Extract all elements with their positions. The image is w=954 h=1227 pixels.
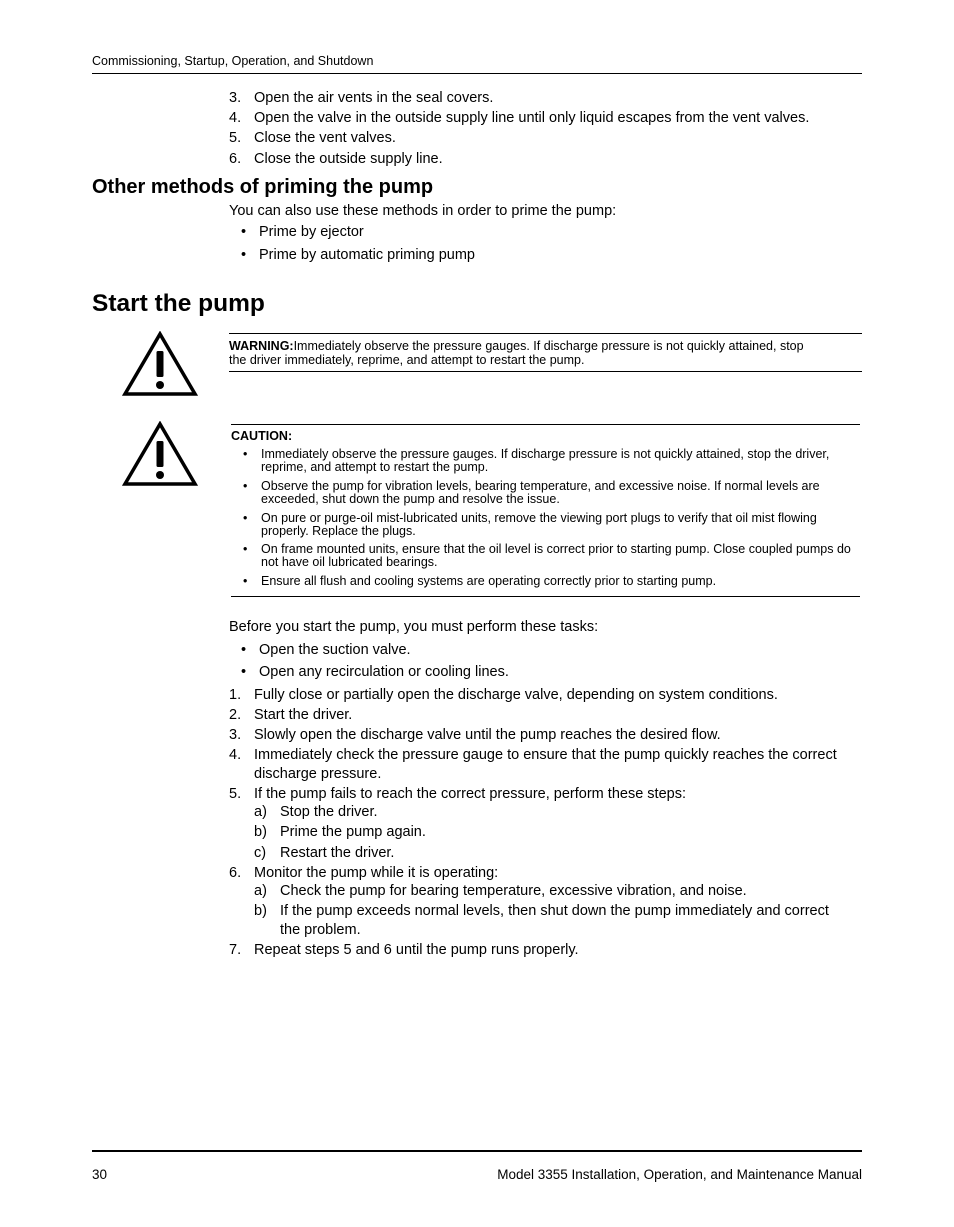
step-number: 1. <box>229 687 242 703</box>
step-text: Repeat steps 5 and 6 until the pump runs properly. <box>254 942 579 958</box>
other-methods-intro: You can also use these methods in order to prime the pump: <box>229 203 617 219</box>
warning-triangle-icon <box>122 331 198 397</box>
warning-label: WARNING: <box>229 339 294 353</box>
bullet: • <box>241 224 247 240</box>
step-number: 5. <box>229 130 242 146</box>
step-text: Fully close or partially open the discharge valve, depending on system conditions. <box>254 687 778 703</box>
step-text: discharge pressure. <box>254 766 382 782</box>
sub-step-letter: b) <box>254 903 267 919</box>
bullet: • <box>243 479 248 493</box>
bullet: • <box>243 542 248 556</box>
step-text: Monitor the pump while it is operating: <box>254 865 499 881</box>
caution-item: Observe the pump for vibration levels, bearing temperature, and excessive noise. If normal levels are exceeded, shut down the pump and resolve the issue. <box>261 479 820 506</box>
section-heading-start-pump: Start the pump <box>92 290 265 317</box>
sub-step-text: Check the pump for bearing temperature, excessive vibration, and noise. <box>280 883 747 899</box>
step-text: Open the valve in the outside supply line until only liquid escapes from the vent valves. <box>254 110 810 126</box>
bullet-text: Open the suction valve. <box>259 642 411 658</box>
step-text: Start the driver. <box>254 707 353 723</box>
warning-top-rule <box>229 333 862 334</box>
sub-step-letter: a) <box>254 883 267 899</box>
bullet: • <box>243 511 248 525</box>
footer-rule <box>92 1150 862 1152</box>
step-number: 6. <box>229 151 242 167</box>
page-number: 30 <box>92 1167 108 1182</box>
warning-bottom-rule <box>229 371 862 372</box>
sub-step-text: If the pump exceeds normal levels, then shut down the pump immediately and correct <box>280 903 829 919</box>
step-text: Immediately check the pressure gauge to ensure that the pump quickly reaches the correct <box>254 747 837 763</box>
bullet-text: Open any recirculation or cooling lines. <box>259 664 509 680</box>
step-number: 4. <box>229 110 242 126</box>
step-text: Close the vent valves. <box>254 130 396 146</box>
bullet: • <box>241 642 247 658</box>
sub-step-letter: b) <box>254 824 267 840</box>
sub-step-text: the problem. <box>280 922 361 938</box>
bullet: • <box>243 447 248 461</box>
caution-label: CAUTION: <box>231 429 293 443</box>
section-heading-other-methods: Other methods of priming the pump <box>92 176 434 198</box>
step-number: 2. <box>229 707 242 723</box>
caution-triangle-icon <box>122 421 198 487</box>
bullet: • <box>241 664 247 680</box>
caution-item: Ensure all flush and cooling systems are operating correctly prior to starting pump. <box>261 574 717 588</box>
sub-step-letter: a) <box>254 804 267 820</box>
caution-top-rule <box>231 424 860 425</box>
step-number: 3. <box>229 90 242 106</box>
caution-item: On frame mounted units, ensure that the oil level is correct prior to starting pump. Close coupled pumps do not have oil lubricated bearings. <box>261 542 851 569</box>
start-intro: Before you start the pump, you must perform these tasks: <box>229 619 599 635</box>
bullet-text: Prime by automatic priming pump <box>259 247 475 263</box>
caution-bottom-rule <box>231 596 860 597</box>
manual-title: Model 3355 Installation, Operation, and Maintenance Manual <box>497 1167 862 1182</box>
step-number: 7. <box>229 942 242 958</box>
step-text: If the pump fails to reach the correct pressure, perform these steps: <box>254 786 686 802</box>
bullet: • <box>241 247 247 263</box>
running-header: Commissioning, Startup, Operation, and Shutdown <box>92 54 374 68</box>
caution-item: Immediately observe the pressure gauges. If discharge pressure is not quickly attained, stop the driver, reprime, and attempt to restart the pump. <box>261 447 830 474</box>
sub-step-letter: c) <box>254 845 267 861</box>
sub-step-text: Stop the driver. <box>280 804 378 820</box>
step-number: 6. <box>229 865 242 881</box>
warning-line-1: Immediately observe the pressure gauges. If discharge pressure is not quickly attained, stop <box>293 339 804 353</box>
caution-item: On pure or purge-oil mist-lubricated units, remove the viewing port plugs to verify that oil mist flowing properly. Replace the plugs. <box>261 511 817 538</box>
step-text: Slowly open the discharge valve until the pump reaches the desired flow. <box>254 727 721 743</box>
sub-step-text: Prime the pump again. <box>280 824 426 840</box>
bullet: • <box>243 574 248 588</box>
sub-step-text: Restart the driver. <box>280 845 395 861</box>
warning-line-2: the driver immediately, reprime, and attempt to restart the pump. <box>229 353 585 367</box>
step-number: 4. <box>229 747 242 763</box>
warning-text <box>229 339 804 367</box>
step-number: 5. <box>229 786 242 802</box>
step-text: Close the outside supply line. <box>254 151 443 167</box>
header-rule <box>92 73 862 74</box>
step-text: Open the air vents in the seal covers. <box>254 90 494 106</box>
bullet-text: Prime by ejector <box>259 224 364 240</box>
step-number: 3. <box>229 727 242 743</box>
